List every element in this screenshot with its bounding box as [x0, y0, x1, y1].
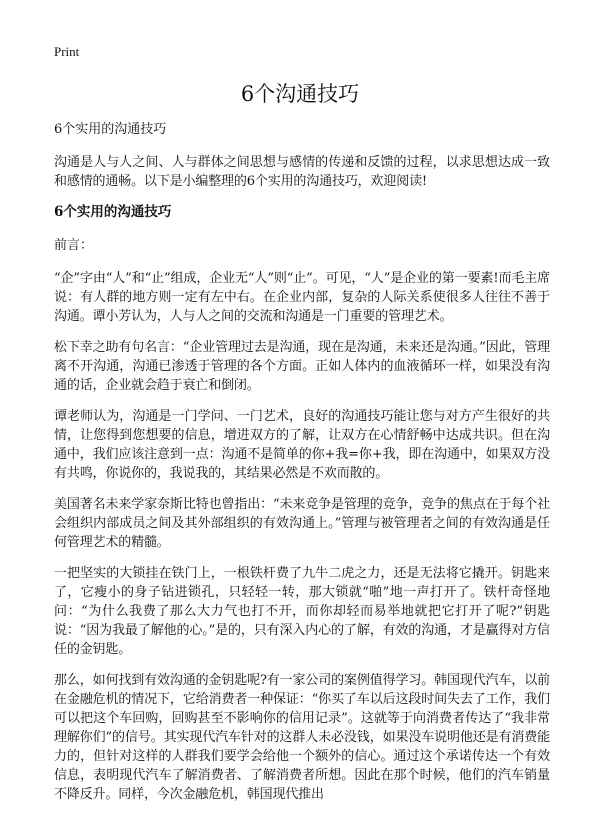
preface-label: 前言：	[54, 238, 94, 253]
body-paragraph-5: 一把坚实的大锁挂在铁门上，一根铁杆费了九牛二虎之力，还是无法将它撬开。钥匙来了，它瘦小的身子钻进锁孔，只轻轻一转，那大锁就“啪”地一声打开了。铁杆奇怪地问：“为什么我费了那么大力气也打不开，而你却轻而易举地就把它打开了呢?”钥匙说：“因为我最了解他的心。”是的，只有深入内心的了解，有效的沟通，才是赢得对方信任的金钥匙。	[54, 566, 550, 657]
print-link[interactable]: Print	[54, 44, 80, 59]
body-paragraph-3: 谭老师认为，沟通是一门学问、一门艺术，良好的沟通技巧能让您与对方产生很好的共情，让您得到您想要的信息，增进双方的了解，让双方在心情舒畅中达成共识。但在沟通中，我们应该注意到一点：沟通不是简单的你+我=你+我，即在沟通中，如果双方没有共鸣，你说你的，我说我的，其结果必然是不欢而散的。	[54, 409, 550, 481]
body-paragraph-6: 那么，如何找到有效沟通的金钥匙呢?有一家公司的案例值得学习。韩国现代汽车，以前在金融危机的情况下，它给消费者一种保证：“你买了车以后这段时间失去了工作，我们可以把这个车回购，回购甚至不影响你的信用记录”。这就等于向消费者传达了“我非常理解你们”的信号。其实现代汽车针对的这群人未必没钱，如果没车说明他还是有消费能力的，但针对这样的人群我们要学会给他一个额外的信心。通过这个承诺传达一个有效信息，表明现代汽车了解消费者、了解消费者所想。因此在那个时候，他们的汽车销量不降反升。同样，今次金融危机，韩国现代推出	[54, 673, 550, 802]
body-paragraph-2: 松下幸之助有句名言：“企业管理过去是沟通，现在是沟通，未来还是沟通。”因此，管理离不开沟通，沟通已渗透于管理的各个方面。正如人体内的血液循环一样，如果没有沟通的话，企业就会趋于衰亡和倒闭。	[54, 340, 550, 393]
article-body	[54, 121, 550, 816]
body-paragraph-4: 美国著名未来学家奈斯比特也曾指出：“未来竞争是管理的竞争，竞争的焦点在于每个社会组织内部成员之间及其外部组织的有效沟通上。”管理与被管理者之间的有效沟通是任何管理艺术的精髓。	[54, 497, 550, 550]
intro-paragraph: 沟通是人与人之间、人与群体之间思想与感情的传递和反馈的过程，以求思想达成一致和感情的通畅。以下是小编整理的6个实用的沟通技巧，欢迎阅读!	[54, 155, 550, 189]
section-heading: 6个实用的沟通技巧	[54, 204, 172, 220]
body-paragraph-1: “企”字由“人”和“止”组成，企业无“人”则“止”。可见，“人”是企业的第一要素!而毛主席说：有人群的地方则一定有左中右。在企业内部，复杂的人际关系使很多人往往不善于沟通。谭小芳认为，人与人之间的交流和沟通是一门重要的管理艺术。	[54, 271, 550, 324]
page-title: 6个沟通技巧	[240, 82, 360, 106]
article-subtitle: 6个实用的沟通技巧	[54, 122, 167, 137]
